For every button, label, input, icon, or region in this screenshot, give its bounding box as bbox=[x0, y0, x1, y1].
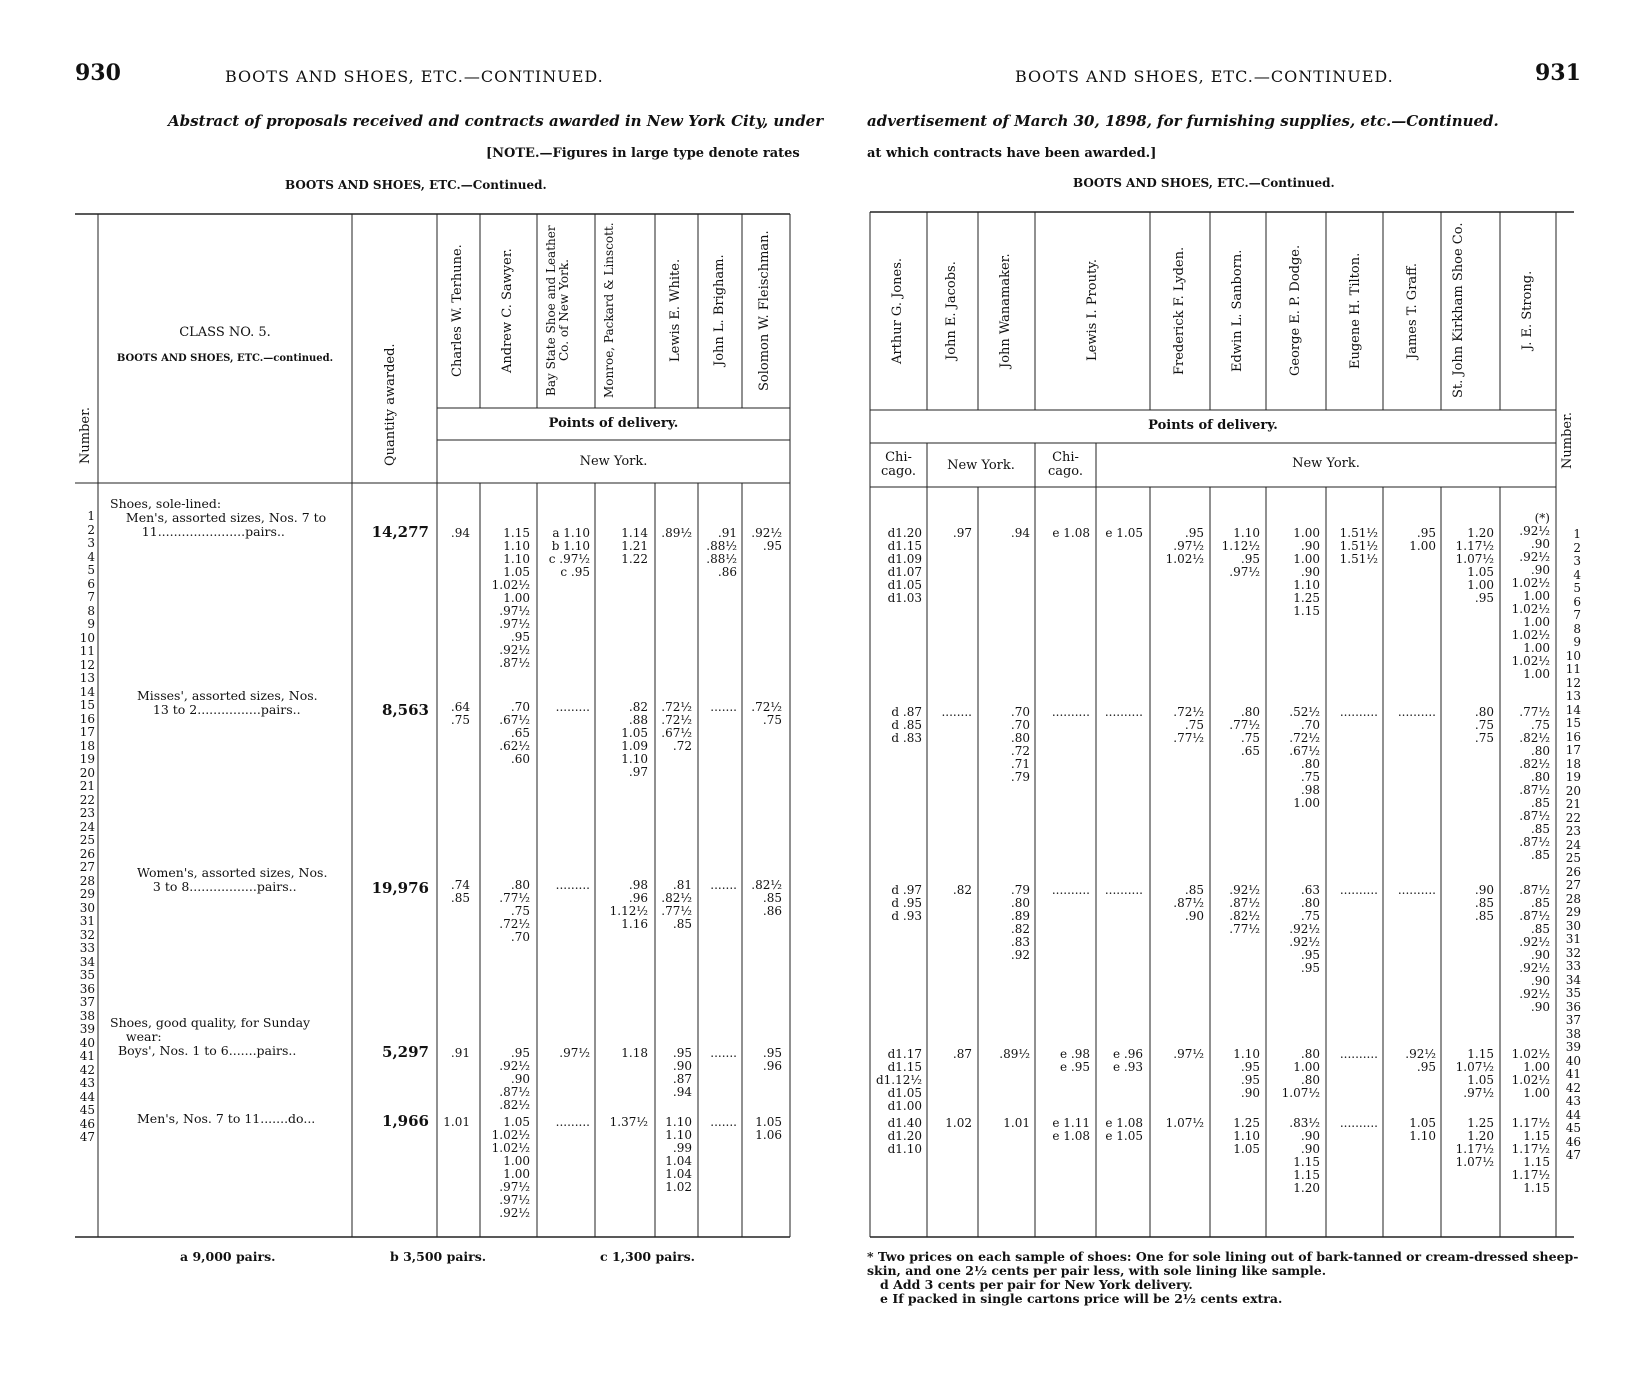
quantity-header: Quantity awarded. bbox=[383, 343, 398, 467]
footnote-a: a 9,000 pairs. bbox=[180, 1249, 276, 1264]
desc-women: Women's, assorted sizes, Nos. 3 to 8.................pairs.. bbox=[137, 865, 328, 894]
cell-monroe-2: .98 .96 1.12½ 1.16 bbox=[609, 878, 648, 931]
cell-terhune-4: 1.01 bbox=[443, 1115, 470, 1129]
cell-prouty_ny-3: e .96 e .93 bbox=[1113, 1047, 1143, 1074]
cell-dodge-4: .83½ .90 .90 1.15 1.15 1.20 bbox=[1289, 1116, 1320, 1195]
bidder-sawyer: Andrew C. Sawyer. bbox=[500, 248, 515, 373]
desc-misses: Misses', assorted sizes, Nos. 13 to 2................pairs.. bbox=[137, 688, 318, 717]
cell-tilton-1: .......... bbox=[1339, 705, 1378, 719]
cell-sawyer-0: 1.15 1.10 1.10 1.05 1.02½ 1.00 .97½ .97½ .95 .92½ .87½ bbox=[491, 526, 530, 670]
cell-monroe-4: 1.37½ bbox=[609, 1115, 648, 1129]
cell-wanamaker-4: 1.01 bbox=[1003, 1116, 1030, 1130]
cell-monroe-0: 1.14 1.21 1.22 bbox=[621, 526, 648, 566]
cell-prouty_chi-3: e .98 e .95 bbox=[1060, 1047, 1090, 1074]
cell-fleischman-3: .95 .96 bbox=[762, 1046, 782, 1073]
cell-prouty_ny-0: e 1.05 bbox=[1105, 526, 1143, 540]
cell-jones-3: d1.17 d1.15 d1.12½ d1.05 d1.00 bbox=[875, 1047, 922, 1113]
cell-wanamaker-1: .70 .70 .80 .72 .71 .79 bbox=[1010, 705, 1030, 784]
desc-men-sole-lined: Shoes, sole-lined: Men's, assorted sizes, Nos. 7 to 11......................pairs.. bbox=[110, 496, 327, 539]
cell-strong-4: 1.17½ 1.15 1.17½ 1.15 1.17½ 1.15 bbox=[1511, 1116, 1550, 1195]
cell-kirkham-1: .80 .75 .75 bbox=[1474, 705, 1494, 745]
cell-sawyer-3: .95 .92½ .90 .87½ .82½ bbox=[499, 1046, 530, 1112]
cell-fleischman-2: .82½ .85 .86 bbox=[751, 878, 782, 918]
bidder-dodge: George E. P. Dodge. bbox=[1288, 244, 1303, 377]
right-footnotes: * Two prices on each sample of shoes: One for sole lining out of bark-tanned or cream-dressed sheep- skin, and one 2½ cents per pair less, with sole lining like sample. d Add 3 cents per pair for New York delivery. e If packed in single cartons price will be 2½ cents extra. bbox=[867, 1249, 1579, 1306]
right-note-line: at which contracts have been awarded.] bbox=[867, 146, 1157, 161]
cell-jones-4: d1.40 d1.20 d1.10 bbox=[887, 1116, 922, 1156]
cell-terhune-2: .74 .85 bbox=[450, 878, 470, 905]
bidder-monroe: Monroe, Packard & Linscott. bbox=[602, 222, 616, 399]
cell-lyden-4: 1.07½ bbox=[1165, 1116, 1204, 1130]
left-note-line: [NOTE.—Figures in large type denote rates bbox=[486, 146, 800, 161]
cell-sanborn-1: .80 .77½ .75 .65 bbox=[1229, 705, 1260, 758]
cell-white-0: .89½ bbox=[661, 526, 692, 540]
class-sub: BOOTS AND SHOES, ETC.—continued. bbox=[116, 353, 334, 364]
cell-tilton-3: .......... bbox=[1339, 1047, 1378, 1061]
cell-wanamaker-3: .89½ bbox=[999, 1047, 1030, 1061]
cell-kirkham-2: .90 .85 .85 bbox=[1474, 883, 1494, 923]
cell-monroe-3: 1.18 bbox=[621, 1046, 648, 1060]
right-chicago-1: Chi- cago. bbox=[880, 450, 917, 479]
cell-jones-0: d1.20 d1.15 d1.09 d1.07 d1.05 d1.03 bbox=[887, 526, 922, 605]
cell-brigham-3: ....... bbox=[710, 1046, 737, 1060]
qty-40: 1,966 bbox=[382, 1112, 429, 1130]
right-running-head: BOOTS AND SHOES, ETC.—CONTINUED. bbox=[1015, 67, 1394, 86]
cell-jones-2: d .97 d .95 d .93 bbox=[891, 883, 922, 923]
cell-baystate-4: ......... bbox=[555, 1115, 590, 1129]
right-page-number: 931 bbox=[1535, 60, 1581, 86]
cell-graff-0: .95 1.00 bbox=[1409, 526, 1436, 553]
cell-fleischman-0: .92½ .95 bbox=[751, 526, 782, 553]
cell-sanborn-0: 1.10 1.12½ .95 .97½ bbox=[1221, 526, 1260, 579]
cell-brigham-2: ....... bbox=[710, 878, 737, 892]
desc-sunday: Shoes, good quality, for Sunday wear: Boys', Nos. 1 to 6.......pairs.. bbox=[110, 1015, 311, 1058]
left-number-header: Number. bbox=[78, 406, 93, 464]
bidder-graff: James T. Graff. bbox=[1405, 262, 1420, 359]
bidder-kirkham: St. John Kirkham Shoe Co. bbox=[1451, 222, 1466, 399]
cell-white-3: .95 .90 .87 .94 bbox=[672, 1046, 692, 1099]
cell-graff-2: .......... bbox=[1397, 883, 1436, 897]
bidder-white: Lewis E. White. bbox=[668, 258, 683, 363]
cell-jacobs-0: .97 bbox=[952, 526, 972, 540]
cell-kirkham-0: 1.20 1.17½ 1.07½ 1.05 1.00 .95 bbox=[1455, 526, 1494, 605]
cell-dodge-2: .63 .80 .75 .92½ .92½ .95 .95 bbox=[1289, 883, 1320, 975]
right-chicago-2: Chi- cago. bbox=[1047, 450, 1084, 479]
bidder-strong: J. E. Strong. bbox=[1520, 270, 1535, 351]
bidder-wanamaker: John Wanamaker. bbox=[998, 253, 1013, 368]
cell-kirkham-4: 1.25 1.20 1.17½ 1.07½ bbox=[1455, 1116, 1494, 1169]
cell-kirkham-3: 1.15 1.07½ 1.05 .97½ bbox=[1455, 1047, 1494, 1100]
footnote-c: c 1,300 pairs. bbox=[600, 1249, 696, 1264]
bidder-tilton: Eugene H. Tilton. bbox=[1348, 252, 1363, 369]
cell-baystate-2: ......... bbox=[555, 878, 590, 892]
cell-dodge-3: .80 1.00 .80 1.07½ bbox=[1281, 1047, 1320, 1100]
cell-wanamaker-2: .79 .80 .89 .82 .83 .92 bbox=[1010, 883, 1030, 962]
cell-prouty_chi-4: e 1.11 e 1.08 bbox=[1052, 1116, 1090, 1143]
cell-brigham-1: ....... bbox=[710, 700, 737, 714]
cell-prouty_chi-1: .......... bbox=[1051, 705, 1090, 719]
cell-tilton-0: 1.51½ 1.51½ 1.51½ bbox=[1339, 526, 1378, 566]
left-section-title: BOOTS AND SHOES, ETC.—Continued. bbox=[285, 178, 547, 192]
right-points-of-delivery: Points of delivery. bbox=[1148, 418, 1278, 433]
cell-strong-0: (*) .92½ .90 .92½ .90 1.02½ 1.00 1.02½ 1.00 1.02½ 1.00 1.02½ 1.00 bbox=[1511, 511, 1550, 681]
cell-sawyer-4: 1.05 1.02½ 1.02½ 1.00 1.00 .97½ .97½ .92½ bbox=[491, 1115, 530, 1220]
right-section-title: BOOTS AND SHOES, ETC.—Continued. bbox=[1073, 176, 1335, 190]
cell-sanborn-2: .92½ .87½ .82½ .77½ bbox=[1229, 883, 1260, 936]
bidder-lyden: Frederick F. Lyden. bbox=[1172, 246, 1187, 375]
cell-dodge-1: .52½ .70 .72½ .67½ .80 .75 .98 1.00 bbox=[1289, 705, 1320, 810]
cell-jacobs-1: ........ bbox=[941, 705, 972, 719]
class-label: CLASS NO. 5. bbox=[179, 325, 271, 340]
cell-brigham-4: ....... bbox=[710, 1115, 737, 1129]
left-running-head: BOOTS AND SHOES, ETC.—CONTINUED. bbox=[225, 67, 604, 86]
bidder-brigham: John L. Brigham. bbox=[712, 254, 727, 367]
qty-25: 19,976 bbox=[371, 879, 429, 897]
bidder-terhune: Charles W. Terhune. bbox=[450, 244, 465, 377]
cell-sawyer-2: .80 .77½ .75 .72½ .70 bbox=[499, 878, 530, 944]
bidder-fleischman: Solomon W. Fleischman. bbox=[757, 230, 772, 391]
cell-white-1: .72½ .72½ .67½ .72 bbox=[661, 700, 692, 753]
cell-lyden-1: .72½ .75 .77½ bbox=[1173, 705, 1204, 745]
cell-prouty_ny-1: .......... bbox=[1104, 705, 1143, 719]
desc-men-sunday: Men's, Nos. 7 to 11.......do... bbox=[137, 1111, 316, 1126]
cell-terhune-3: .91 bbox=[450, 1046, 470, 1060]
left-abstract-line: Abstract of proposals received and contracts awarded in New York City, under bbox=[168, 112, 824, 130]
cell-jacobs-3: .87 bbox=[952, 1047, 972, 1061]
bidder-baystate: Bay State Shoe and Leather Co. of New York. bbox=[544, 225, 571, 396]
right-abstract-line: advertisement of March 30, 1898, for furnishing supplies, etc.—Continued. bbox=[867, 112, 1499, 130]
cell-lyden-3: .97½ bbox=[1173, 1047, 1204, 1061]
cell-baystate-0: a 1.10 b 1.10 c .97½ c .95 bbox=[548, 526, 590, 579]
cell-strong-1: .77½ .75 .82½ .80 .82½ .80 .87½ .85 .87½ .85 .87½ .85 bbox=[1519, 705, 1550, 862]
bidder-jacobs: John E. Jacobs. bbox=[944, 261, 959, 360]
cell-baystate-1: ......... bbox=[555, 700, 590, 714]
qty-35: 5,297 bbox=[382, 1043, 429, 1061]
cell-white-2: .81 .82½ .77½ .85 bbox=[661, 878, 692, 931]
left-points-of-delivery: Points of delivery. bbox=[548, 416, 679, 431]
cell-tilton-4: .......... bbox=[1339, 1116, 1378, 1130]
left-delivery-city: New York. bbox=[579, 454, 648, 469]
right-newyork-2: New York. bbox=[1292, 456, 1360, 471]
cell-dodge-0: 1.00 .90 1.00 .90 1.10 1.25 1.15 bbox=[1293, 526, 1320, 618]
bidder-jones: Arthur G. Jones. bbox=[890, 257, 905, 364]
cell-brigham-0: .91 .88½ .88½ .86 bbox=[706, 526, 737, 579]
cell-jacobs-2: .82 bbox=[952, 883, 972, 897]
cell-fleischman-1: .72½ .75 bbox=[751, 700, 782, 727]
cell-monroe-1: .82 .88 1.05 1.09 1.10 .97 bbox=[621, 700, 648, 779]
cell-prouty_chi-0: e 1.08 bbox=[1052, 526, 1090, 540]
cell-terhune-1: .64 .75 bbox=[450, 700, 470, 727]
cell-sanborn-4: 1.25 1.10 1.05 bbox=[1233, 1116, 1260, 1156]
cell-prouty_ny-2: .......... bbox=[1104, 883, 1143, 897]
left-row-numbers: 1 2 3 4 5 6 7 8 9 10 11 12 13 14 15 16 17 18 19 20 21 22 23 24 25 26 27 28 29 30 31 32 33 34 35 36 37 38 39 40 41 42 43 44 45 46 47 bbox=[79, 509, 95, 1144]
cell-baystate-3: .97½ bbox=[559, 1046, 590, 1060]
cell-prouty_ny-4: e 1.08 e 1.05 bbox=[1105, 1116, 1143, 1143]
bidder-sanborn: Edwin L. Sanborn. bbox=[1230, 249, 1245, 372]
right-newyork-1: New York. bbox=[947, 458, 1015, 473]
cell-jacobs-4: 1.02 bbox=[945, 1116, 972, 1130]
bidder-prouty: Lewis I. Prouty. bbox=[1085, 259, 1100, 362]
left-page-number: 930 bbox=[75, 60, 121, 86]
cell-white-4: 1.10 1.10 .99 1.04 1.04 1.02 bbox=[665, 1115, 692, 1194]
cell-lyden-2: .85 .87½ .90 bbox=[1173, 883, 1204, 923]
cell-lyden-0: .95 .97½ 1.02½ bbox=[1165, 526, 1204, 566]
cell-wanamaker-0: .94 bbox=[1010, 526, 1030, 540]
cell-graff-1: .......... bbox=[1397, 705, 1436, 719]
cell-terhune-0: .94 bbox=[450, 526, 470, 540]
cell-strong-3: 1.02½ 1.00 1.02½ 1.00 bbox=[1511, 1047, 1550, 1100]
qty-1: 14,277 bbox=[371, 523, 429, 541]
cell-jones-1: d .87 d .85 d .83 bbox=[891, 705, 922, 745]
cell-prouty_chi-2: .......... bbox=[1051, 883, 1090, 897]
cell-graff-4: 1.05 1.10 bbox=[1409, 1116, 1436, 1143]
cell-graff-3: .92½ .95 bbox=[1405, 1047, 1436, 1074]
cell-sawyer-1: .70 .67½ .65 .62½ .60 bbox=[499, 700, 530, 766]
footnote-b: b 3,500 pairs. bbox=[390, 1249, 487, 1264]
right-row-numbers: 1 2 3 4 5 6 7 8 9 10 11 12 13 14 15 16 17 18 19 20 21 22 23 24 25 26 27 28 29 30 31 32 33 34 35 36 37 38 39 40 41 42 43 44 45 46 47 bbox=[1565, 527, 1581, 1162]
right-number-header: Number. bbox=[1560, 411, 1575, 469]
cell-strong-2: .87½ .85 .87½ .85 .92½ .90 .92½ .90 .92½ .90 bbox=[1519, 883, 1550, 1014]
cell-fleischman-4: 1.05 1.06 bbox=[755, 1115, 782, 1142]
cell-tilton-2: .......... bbox=[1339, 883, 1378, 897]
cell-sanborn-3: 1.10 .95 .95 .90 bbox=[1233, 1047, 1260, 1100]
qty-13: 8,563 bbox=[382, 701, 429, 719]
